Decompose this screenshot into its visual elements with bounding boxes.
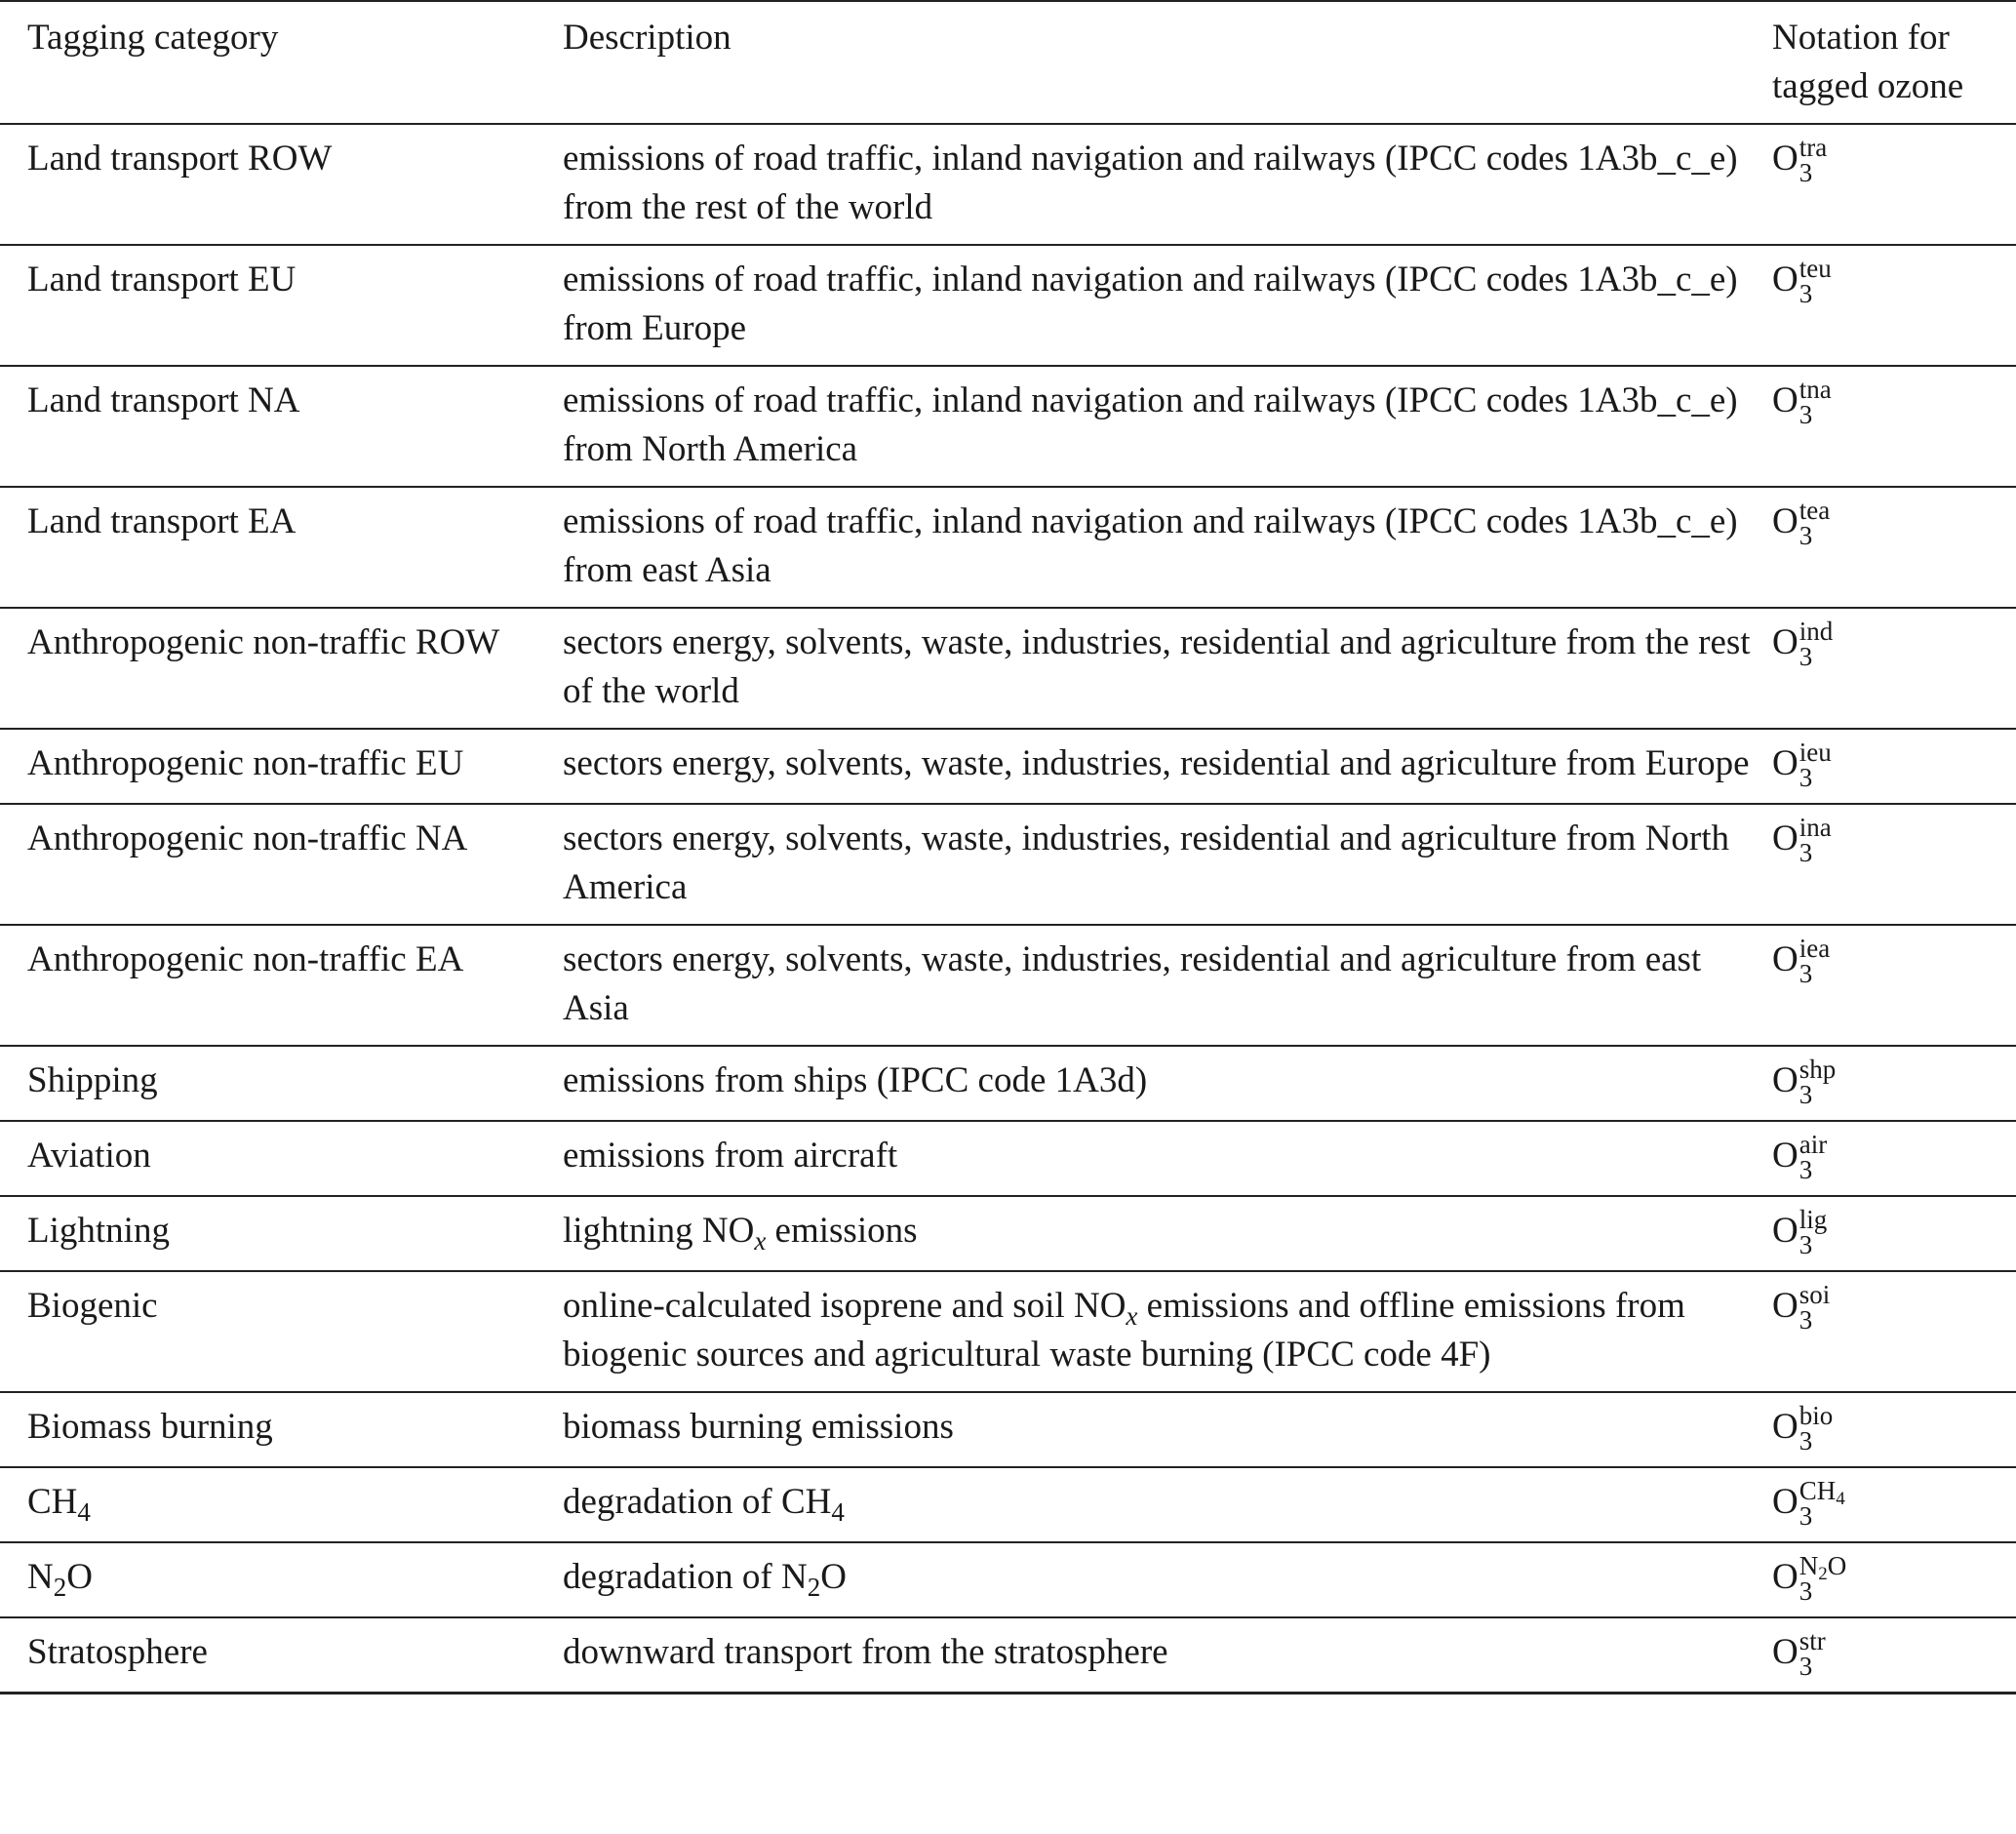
ozone-superscript: tea <box>1799 496 1831 525</box>
table-row <box>0 1046 2016 1121</box>
ozone-subscript: 3 <box>1799 1426 1813 1455</box>
ozone-base: O <box>1772 622 1799 662</box>
ozone-base: O <box>1772 1557 1799 1597</box>
category-cell: $N_2O$ <box>0 1542 563 1617</box>
description-cell: emissions of road traffic, inland navigation and railways (IPCC codes 1A3b_c_e) from North America <box>563 366 1772 487</box>
ozone-base: O <box>1772 501 1799 541</box>
table-row <box>0 487 2016 608</box>
ozone-base: O <box>1772 1407 1799 1447</box>
notation-cell <box>1772 804 2016 925</box>
category-cell: Aviation <box>0 1121 563 1196</box>
notation-cell <box>1772 1196 2016 1271</box>
description-cell: downward transport from the stratosphere <box>563 1617 1772 1694</box>
description-cell: emissions of road traffic, inland navigation and railways (IPCC codes 1A3b_c_e) from the rest of the world <box>563 124 1772 245</box>
tagged-ozone-symbol <box>1772 254 1832 308</box>
ozone-superscript: N2O <box>1799 1551 1847 1584</box>
category-cell: Lightning <box>0 1196 563 1271</box>
notation-cell <box>1772 487 2016 608</box>
ozone-superscript: str <box>1799 1626 1826 1655</box>
notation-cell <box>1772 366 2016 487</box>
ozone-superscript: CH4 <box>1799 1476 1845 1509</box>
ozone-base: O <box>1772 818 1799 858</box>
ozone-superscript: iea <box>1799 934 1831 963</box>
ozone-base: O <box>1772 939 1799 979</box>
table-row <box>0 608 2016 729</box>
ozone-subscript: 3 <box>1799 838 1813 867</box>
ozone-base: O <box>1772 139 1799 179</box>
ozone-subscript: 3 <box>1799 959 1813 988</box>
category-cell: Biogenic <box>0 1271 563 1392</box>
description-cell: lightning $NO_x$ emissions <box>563 1196 1772 1271</box>
ozone-superscript: lig <box>1799 1205 1828 1234</box>
description-cell: emissions from aircraft <box>563 1121 1772 1196</box>
notation-cell <box>1772 1392 2016 1467</box>
tagged-ozone-symbol <box>1772 375 1832 429</box>
table-header-row <box>0 1 2016 124</box>
tagged-ozone-symbol <box>1772 1626 1826 1681</box>
description-cell: sectors energy, solvents, waste, industries, residential and agriculture from North America <box>563 804 1772 925</box>
category-cell: Anthropogenic non-traffic EU <box>0 729 563 804</box>
tagged-ozone-symbol <box>1772 1476 1845 1531</box>
ozone-subscript: 3 <box>1799 1155 1813 1184</box>
ozone-subscript: 3 <box>1799 642 1813 671</box>
tagged-ozone-symbol <box>1772 1130 1828 1184</box>
tagged-ozone-symbol <box>1772 1205 1828 1259</box>
tagged-ozone-symbol <box>1772 738 1832 792</box>
table-row <box>0 804 2016 925</box>
category-cell: Stratosphere <box>0 1617 563 1694</box>
notation-cell <box>1772 608 2016 729</box>
ozone-base: O <box>1772 1060 1799 1100</box>
notation-cell <box>1772 1467 2016 1542</box>
header-notation: Notation for tagged ozone <box>1772 1 2016 124</box>
tagged-ozone-symbol <box>1772 617 1834 671</box>
notation-cell <box>1772 124 2016 245</box>
ozone-subscript: 3 <box>1799 521 1813 550</box>
ozone-base: O <box>1772 1632 1799 1672</box>
ozone-superscript: shp <box>1799 1055 1837 1084</box>
description-cell: sectors energy, solvents, waste, industries, residential and agriculture from east Asia <box>563 925 1772 1046</box>
description-cell: sectors energy, solvents, waste, industries, residential and agriculture from the rest of the world <box>563 608 1772 729</box>
description-cell: degradation of $N_2O$ <box>563 1542 1772 1617</box>
ozone-subscript: 3 <box>1799 400 1813 429</box>
ozone-base: O <box>1772 259 1799 299</box>
description-cell: online-calculated isoprene and soil $NO_x$ emissions and offline emissions from biogenic sources and agricultural waste burning (IPCC code 4F) <box>563 1271 1772 1392</box>
ozone-subscript: 3 <box>1799 279 1813 308</box>
table-row <box>0 1271 2016 1392</box>
header-description: Description <box>563 1 1772 124</box>
ozone-subscript: 3 <box>1799 1652 1813 1681</box>
ozone-subscript: 3 <box>1799 158 1813 187</box>
ozone-superscript: soi <box>1799 1280 1831 1309</box>
ozone-base: O <box>1772 1286 1799 1326</box>
description-cell: emissions from ships (IPCC code 1A3d) <box>563 1046 1772 1121</box>
table-row <box>0 1196 2016 1271</box>
table-row <box>0 1542 2016 1617</box>
ozone-base: O <box>1772 1482 1799 1522</box>
description-cell: emissions of road traffic, inland navigation and railways (IPCC codes 1A3b_c_e) from Europe <box>563 245 1772 366</box>
category-cell: Land transport NA <box>0 366 563 487</box>
table-row <box>0 925 2016 1046</box>
category-cell: Anthropogenic non-traffic NA <box>0 804 563 925</box>
table-row <box>0 124 2016 245</box>
category-cell: Land transport EA <box>0 487 563 608</box>
category-cell: Anthropogenic non-traffic EA <box>0 925 563 1046</box>
table-row <box>0 729 2016 804</box>
ozone-subscript: 3 <box>1799 1305 1813 1335</box>
ozone-subscript: 3 <box>1799 1080 1813 1109</box>
notation-cell <box>1772 925 2016 1046</box>
category-cell: $CH_4$ <box>0 1467 563 1542</box>
notation-cell <box>1772 1121 2016 1196</box>
ozone-superscript: tra <box>1799 133 1828 162</box>
category-cell: Shipping <box>0 1046 563 1121</box>
notation-cell <box>1772 245 2016 366</box>
ozone-base: O <box>1772 1136 1799 1176</box>
ozone-base: O <box>1772 743 1799 783</box>
ozone-base: O <box>1772 1211 1799 1251</box>
notation-cell <box>1772 1271 2016 1392</box>
description-cell: degradation of $CH_4$ <box>563 1467 1772 1542</box>
notation-cell <box>1772 1617 2016 1694</box>
description-cell: emissions of road traffic, inland navigation and railways (IPCC codes 1A3b_c_e) from east Asia <box>563 487 1772 608</box>
ozone-subscript: 3 <box>1799 1501 1813 1531</box>
table-row <box>0 245 2016 366</box>
ozone-superscript: ind <box>1799 617 1834 646</box>
category-cell: Land transport EU <box>0 245 563 366</box>
category-cell: Biomass burning <box>0 1392 563 1467</box>
table-row <box>0 366 2016 487</box>
ozone-superscript: ina <box>1799 813 1832 842</box>
header-tagging-category: Tagging category <box>0 1 563 124</box>
tagged-ozone-symbol <box>1772 1280 1831 1335</box>
tagged-ozone-symbol <box>1772 133 1828 187</box>
tagged-ozone-symbol <box>1772 934 1831 988</box>
table-row <box>0 1392 2016 1467</box>
notation-cell <box>1772 1542 2016 1617</box>
category-cell: Anthropogenic non-traffic ROW <box>0 608 563 729</box>
table-row <box>0 1121 2016 1196</box>
ozone-subscript: 3 <box>1799 763 1813 792</box>
tagged-ozone-symbol <box>1772 1055 1837 1109</box>
ozone-superscript: bio <box>1799 1401 1834 1430</box>
tagged-ozone-symbol <box>1772 1551 1847 1606</box>
notation-cell <box>1772 1046 2016 1121</box>
ozone-base: O <box>1772 380 1799 420</box>
description-cell: biomass burning emissions <box>563 1392 1772 1467</box>
ozone-superscript: teu <box>1799 254 1832 283</box>
ozone-superscript: ieu <box>1799 738 1832 767</box>
tagged-ozone-symbol <box>1772 496 1831 550</box>
ozone-subscript: 3 <box>1799 1576 1813 1606</box>
ozone-subscript: 3 <box>1799 1230 1813 1259</box>
category-cell: Land transport ROW <box>0 124 563 245</box>
table-row <box>0 1617 2016 1694</box>
table-row <box>0 1467 2016 1542</box>
ozone-superscript: air <box>1799 1130 1828 1159</box>
description-cell: sectors energy, solvents, waste, industries, residential and agriculture from Europe <box>563 729 1772 804</box>
tagged-ozone-symbol <box>1772 1401 1834 1455</box>
ozone-superscript: tna <box>1799 375 1832 404</box>
notation-cell <box>1772 729 2016 804</box>
tagged-ozone-symbol <box>1772 813 1832 867</box>
